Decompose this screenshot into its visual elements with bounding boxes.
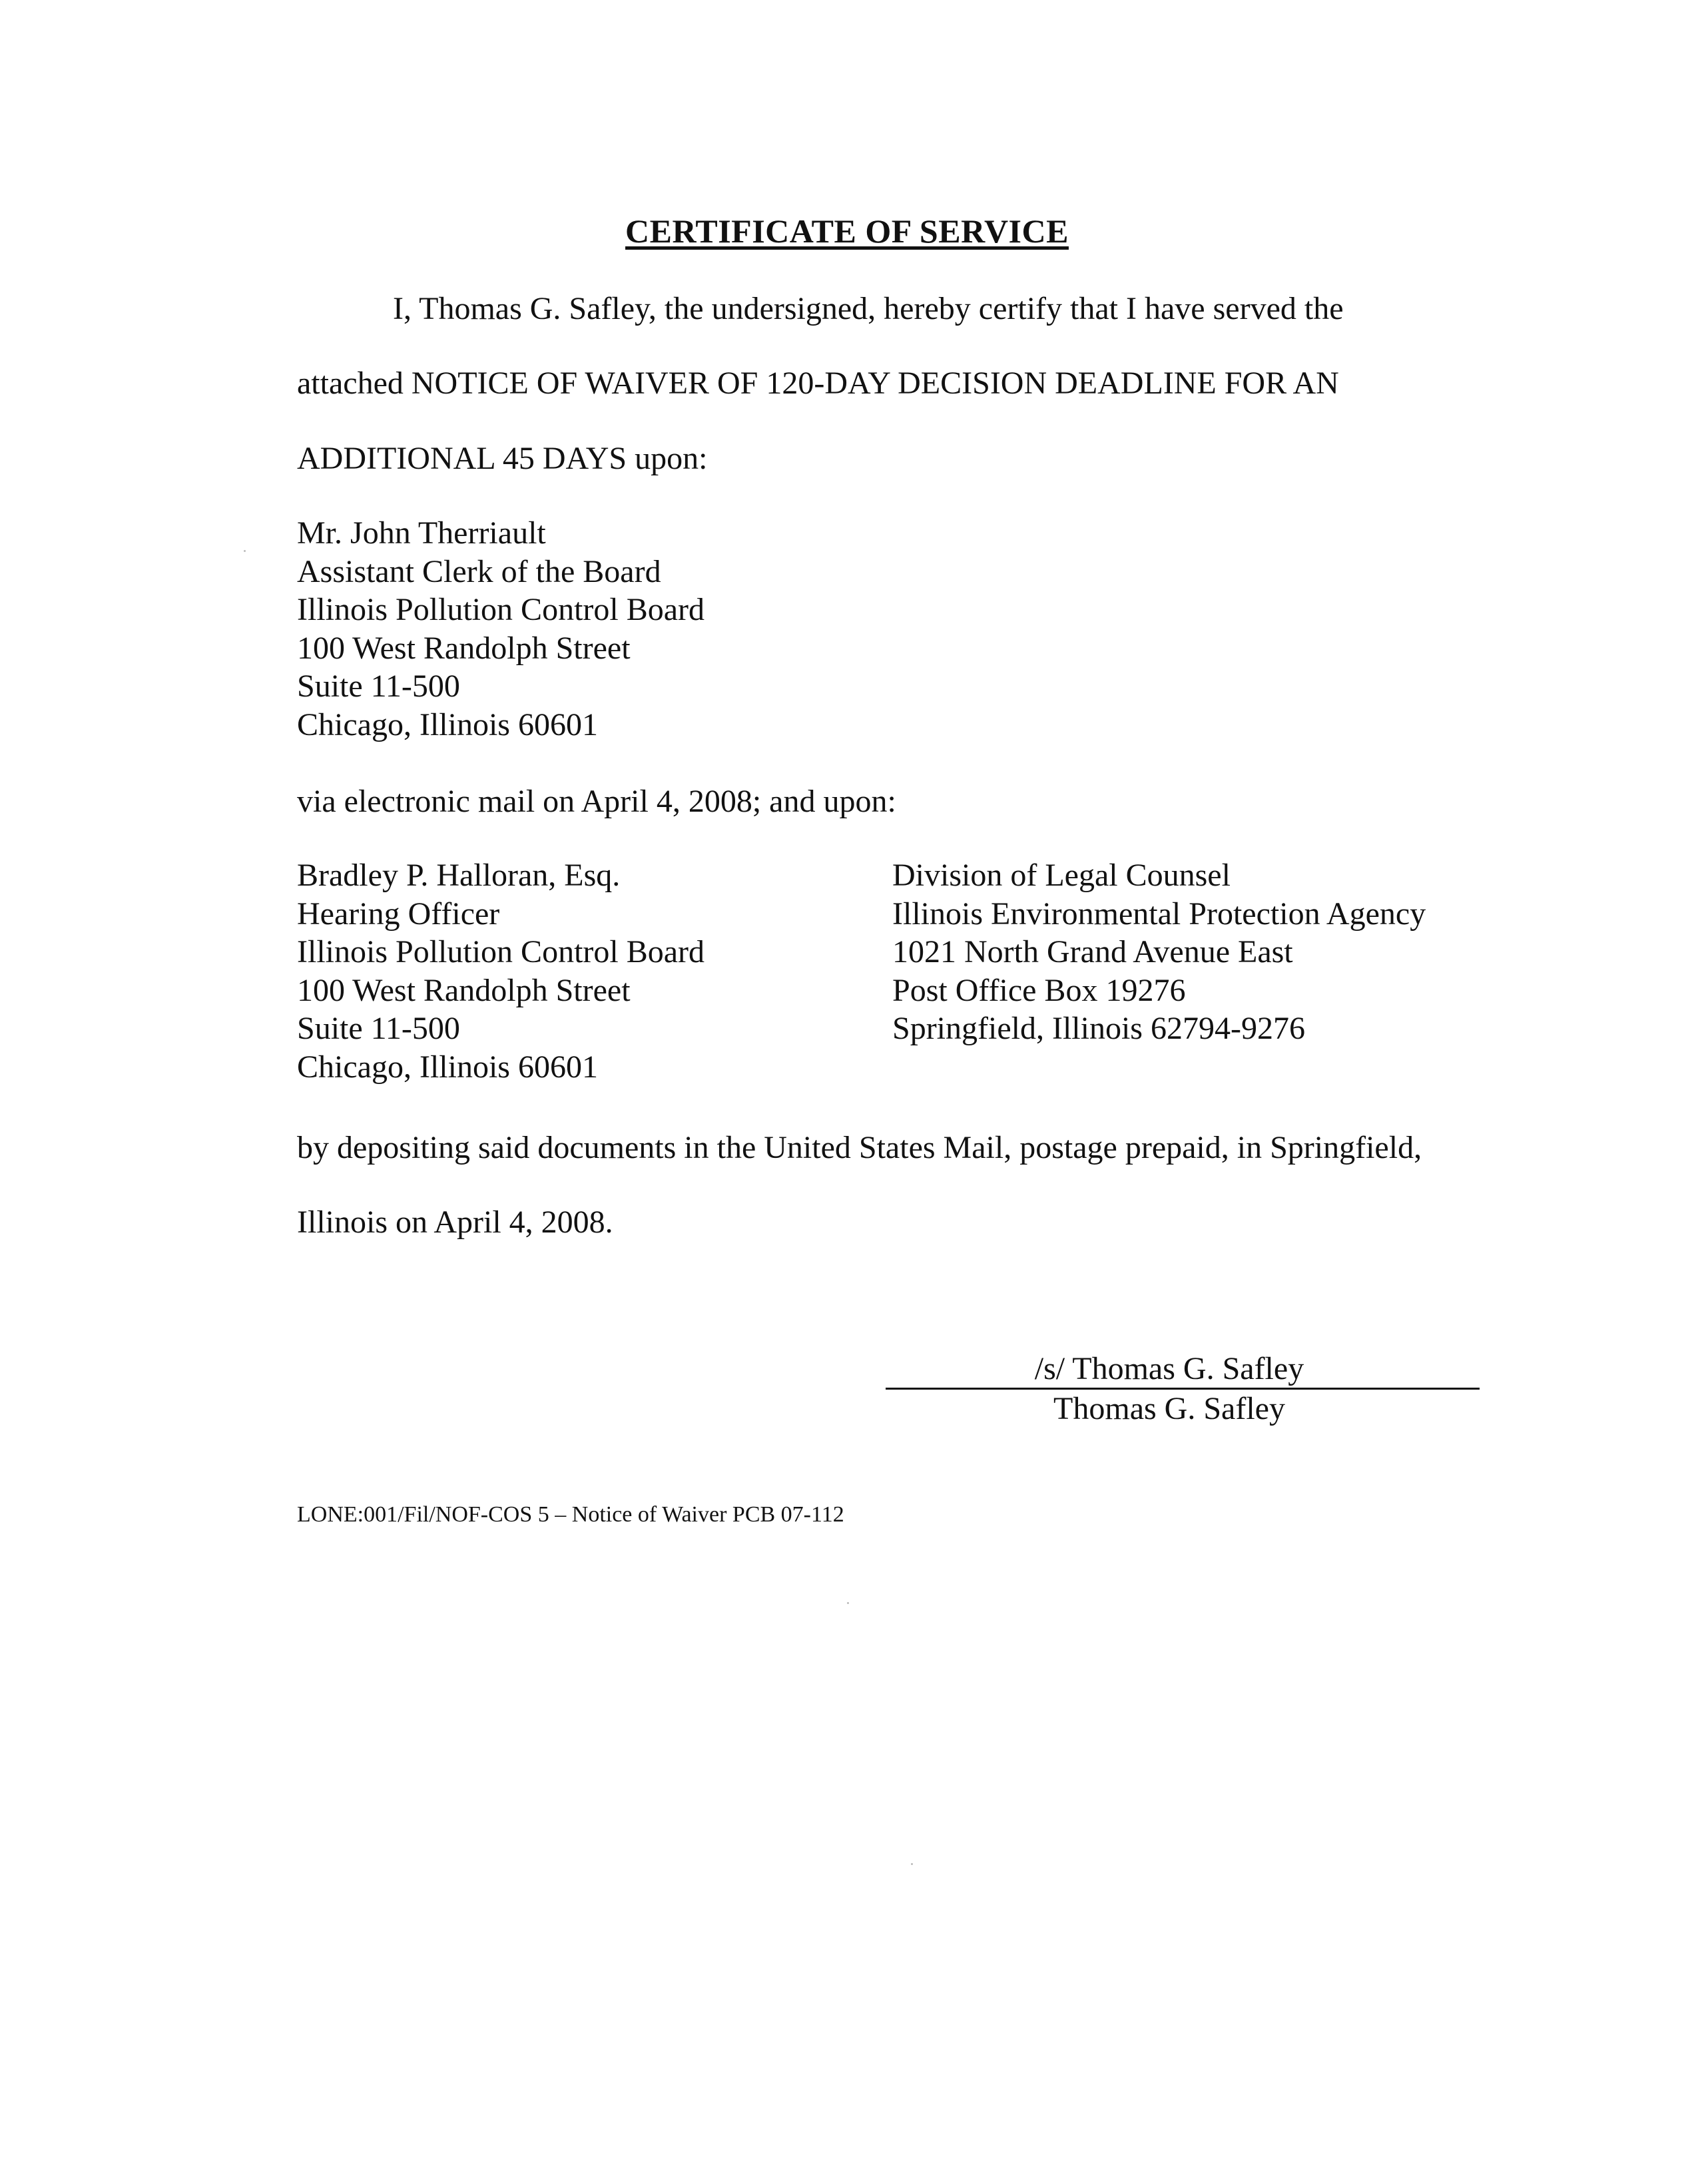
address-line: Division of Legal Counsel xyxy=(892,858,1231,893)
signature-line xyxy=(886,1388,1480,1390)
scan-speck xyxy=(244,550,246,552)
intro-line-1: I, Thomas G. Safley, the undersigned, hereby certify that I have served the xyxy=(393,291,1344,326)
recipient-address-left xyxy=(297,856,705,1086)
via-electronic-line: via electronic mail on April 4, 2008; and upon: xyxy=(297,784,896,819)
address-line: 100 West Randolph Street xyxy=(297,630,631,666)
address-line: 100 West Randolph Street xyxy=(297,972,631,1008)
address-line: Post Office Box 19276 xyxy=(892,972,1186,1008)
page-title: CERTIFICATE OF SERVICE xyxy=(625,212,1069,250)
address-line: Chicago, Illinois 60601 xyxy=(297,1049,598,1085)
scan-speck xyxy=(847,1602,849,1604)
address-line: Springfield, Illinois 62794-9276 xyxy=(892,1011,1305,1046)
address-line: Illinois Environmental Protection Agency xyxy=(892,896,1426,932)
document-reference: LONE:001/Fil/NOF-COS 5 – Notice of Waiver PCB 07-112 xyxy=(297,1502,844,1527)
address-line: Illinois Pollution Control Board xyxy=(297,934,705,969)
recipient-address-primary xyxy=(297,514,705,744)
address-line: Mr. John Therriault xyxy=(297,515,546,551)
signature-electronic: /s/ Thomas G. Safley xyxy=(1034,1351,1304,1386)
address-line: Bradley P. Halloran, Esq. xyxy=(297,858,621,893)
address-line: Assistant Clerk of the Board xyxy=(297,553,661,589)
address-line: Illinois Pollution Control Board xyxy=(297,592,705,627)
intro-line-3: ADDITIONAL 45 DAYS upon: xyxy=(297,441,708,476)
signatory-name: Thomas G. Safley xyxy=(1053,1391,1285,1426)
address-line: Hearing Officer xyxy=(297,896,500,932)
address-line: Suite 11-500 xyxy=(297,669,460,704)
intro-line-2: attached NOTICE OF WAIVER OF 120-DAY DECISION DEADLINE FOR AN xyxy=(297,366,1339,401)
address-line: Chicago, Illinois 60601 xyxy=(297,706,598,742)
closing-line-2: Illinois on April 4, 2008. xyxy=(297,1205,613,1240)
recipient-address-right xyxy=(892,856,1426,1048)
closing-line-1: by depositing said documents in the United States Mail, postage prepaid, in Springfield, xyxy=(297,1130,1422,1165)
scan-speck xyxy=(911,1863,913,1865)
address-line: 1021 North Grand Avenue East xyxy=(892,934,1293,969)
address-line: Suite 11-500 xyxy=(297,1011,460,1046)
